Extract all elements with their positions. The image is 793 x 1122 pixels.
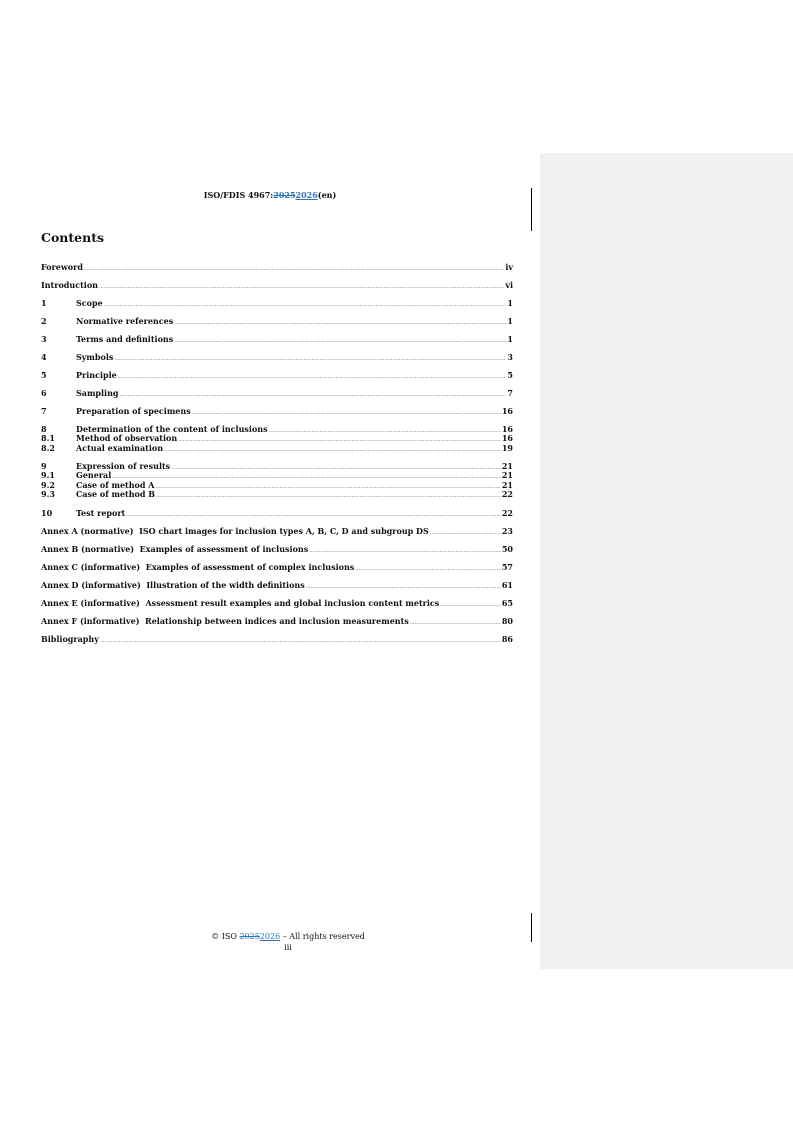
- toc-entry-title: Annex E (informative) Assessment result examples and global inclusion content metrics: [41, 597, 440, 608]
- toc-dot-leader: [355, 562, 501, 574]
- toc-entry-page: vi: [505, 280, 513, 290]
- toc-entry-number: 6: [41, 388, 47, 398]
- toc-entry[interactable]: [41, 461, 513, 471]
- toc-entry[interactable]: [41, 334, 513, 344]
- document-header: [0, 190, 540, 200]
- toc-entry-page: 86: [501, 633, 513, 644]
- toc-entry-number: 9.2: [41, 479, 55, 490]
- toc-entry-page: 22: [501, 507, 513, 518]
- page-number: iii: [284, 943, 292, 952]
- toc-entry-title: Annex C (informative) Examples of assessment of complex inclusions: [41, 561, 355, 572]
- toc-dot-leader: [174, 316, 506, 328]
- toc-entry-title: Terms and definitions: [76, 334, 174, 344]
- toc-entry-number: 3: [41, 334, 47, 344]
- toc-entry-number: 7: [41, 406, 47, 416]
- toc-entry[interactable]: [41, 544, 513, 554]
- toc-dot-leader: [104, 298, 507, 310]
- toc-entry-page: 22: [501, 489, 513, 500]
- toc-entry-title: Symbols: [76, 352, 114, 362]
- toc-dot-leader: [114, 352, 506, 364]
- toc-entry-page: 61: [501, 579, 513, 590]
- toc-entry-title: General: [76, 470, 112, 481]
- toc-entry-title: Case of method A: [76, 479, 155, 490]
- toc-entry-page: 21: [501, 461, 513, 472]
- toc-entry-title: Actual examination: [76, 442, 164, 453]
- toc-dot-leader: [126, 508, 501, 520]
- toc-entry-number: 9.1: [41, 470, 55, 481]
- toc-entry[interactable]: [41, 526, 513, 536]
- toc-dot-leader: [309, 544, 501, 556]
- toc-entry[interactable]: [41, 298, 513, 308]
- contents-title: Contents: [41, 230, 105, 245]
- toc-entry[interactable]: [41, 580, 513, 590]
- header-year-inserted: 2026: [295, 190, 318, 200]
- toc-dot-leader: [440, 598, 501, 610]
- toc-entry-page: 1: [507, 298, 513, 308]
- toc-dot-leader: [100, 634, 501, 646]
- toc-entry-title: Determination of the content of inclusions: [76, 424, 268, 434]
- toc-entry[interactable]: [41, 352, 513, 362]
- toc-entry-title: Case of method B: [76, 489, 156, 500]
- toc-entry-title: Principle: [76, 370, 117, 380]
- toc-entry[interactable]: [41, 562, 513, 572]
- toc-entry[interactable]: [41, 388, 513, 398]
- footer-year-deleted: 2025: [239, 932, 260, 941]
- toc-entry-number: 8.2: [41, 442, 55, 453]
- toc-entry-page: 16: [501, 406, 513, 416]
- toc-entry-title: Foreword: [41, 262, 83, 272]
- toc-entry[interactable]: [41, 406, 513, 416]
- toc-entry-title: Normative references: [76, 316, 174, 326]
- toc-entry-title: Method of observation: [76, 433, 178, 443]
- copyright-line: [0, 931, 576, 942]
- toc-entry-page: 21: [501, 479, 513, 490]
- toc-entry-page: 21: [501, 470, 513, 481]
- toc-dot-leader: [430, 526, 501, 538]
- toc-entry[interactable]: [41, 616, 513, 626]
- toc-entry-page: iv: [505, 262, 513, 272]
- toc-entry-page: 5: [507, 370, 513, 380]
- toc-entry-page: 3: [507, 352, 513, 362]
- toc-entry[interactable]: [41, 490, 513, 500]
- toc-entry-number: 8: [41, 424, 47, 434]
- toc-entry-number: 8.1: [41, 433, 55, 443]
- toc-entry-title: Annex B (normative) Examples of assessment of inclusions: [41, 543, 309, 554]
- toc-dot-leader: [84, 262, 504, 274]
- toc-dot-leader: [164, 444, 501, 456]
- toc-entry-page: 19: [501, 442, 513, 453]
- toc-entry-title: Annex A (normative) ISO chart images for inclusion types A, B, C, D and subgroup DS: [41, 525, 429, 536]
- toc-entry-title: Test report: [76, 507, 126, 518]
- footer-year-inserted: 2026: [259, 932, 281, 941]
- toc-entry-title: Annex D (informative) Illustration of the width definitions: [41, 579, 305, 590]
- copyright-suffix: – All rights reserved: [280, 932, 365, 941]
- toc-entry-page: 16: [501, 433, 513, 443]
- toc-entry[interactable]: [41, 262, 513, 272]
- toc-entry-title: Bibliography: [41, 633, 99, 644]
- toc-entry-page: 7: [507, 388, 513, 398]
- header-year-deleted: 2025: [273, 190, 296, 200]
- toc-entry-title: Expression of results: [76, 461, 171, 472]
- toc-entry[interactable]: [41, 634, 513, 644]
- toc-entry-title: Annex F (informative) Relationship between indices and inclusion measurements: [41, 615, 409, 626]
- toc-entry-number: 9.3: [41, 489, 55, 500]
- toc-entry[interactable]: [41, 598, 513, 608]
- toc-entry-page: 1: [507, 316, 513, 326]
- comment-pane: [540, 153, 793, 969]
- toc-dot-leader: [118, 370, 507, 382]
- toc-entry-number: 1: [41, 298, 47, 308]
- toc-entry-page: 23: [501, 525, 513, 536]
- toc-entry-page: 16: [501, 424, 513, 434]
- toc-entry-title: Introduction: [41, 280, 98, 290]
- toc-dot-leader: [120, 388, 507, 400]
- toc-entry[interactable]: [41, 316, 513, 326]
- header-prefix: ISO/FDIS 4967:: [203, 190, 274, 200]
- toc-dot-leader: [174, 334, 506, 346]
- toc-entry-title: Sampling: [76, 388, 119, 398]
- toc-entry-page: 50: [501, 543, 513, 554]
- toc-entry[interactable]: [41, 444, 513, 454]
- toc-entry[interactable]: [41, 508, 513, 518]
- toc-entry-number: 5: [41, 370, 47, 380]
- toc-entry-number: 10: [41, 507, 53, 518]
- toc-dot-leader: [410, 616, 501, 628]
- toc-entry-number: 4: [41, 352, 47, 362]
- header-suffix: (en): [317, 190, 337, 200]
- toc-entry-page: 57: [501, 561, 513, 572]
- document-footer: [0, 931, 576, 953]
- toc-entry[interactable]: [41, 280, 513, 290]
- toc-entry-number: 9: [41, 461, 47, 472]
- toc-entry-page: 65: [501, 597, 513, 608]
- toc-dot-leader: [156, 490, 501, 502]
- toc-entry-title: Preparation of specimens: [76, 406, 191, 416]
- toc-dot-leader: [99, 280, 504, 292]
- toc-entry-title: Scope: [76, 298, 103, 308]
- toc-entry-page: 1: [507, 334, 513, 344]
- copyright-prefix: © ISO: [211, 932, 240, 941]
- toc-entry-number: 2: [41, 316, 47, 326]
- toc-dot-leader: [306, 580, 501, 592]
- toc-entry-page: 80: [501, 615, 513, 626]
- table-of-contents: [41, 262, 513, 644]
- toc-dot-leader: [192, 406, 501, 418]
- toc-entry[interactable]: [41, 370, 513, 380]
